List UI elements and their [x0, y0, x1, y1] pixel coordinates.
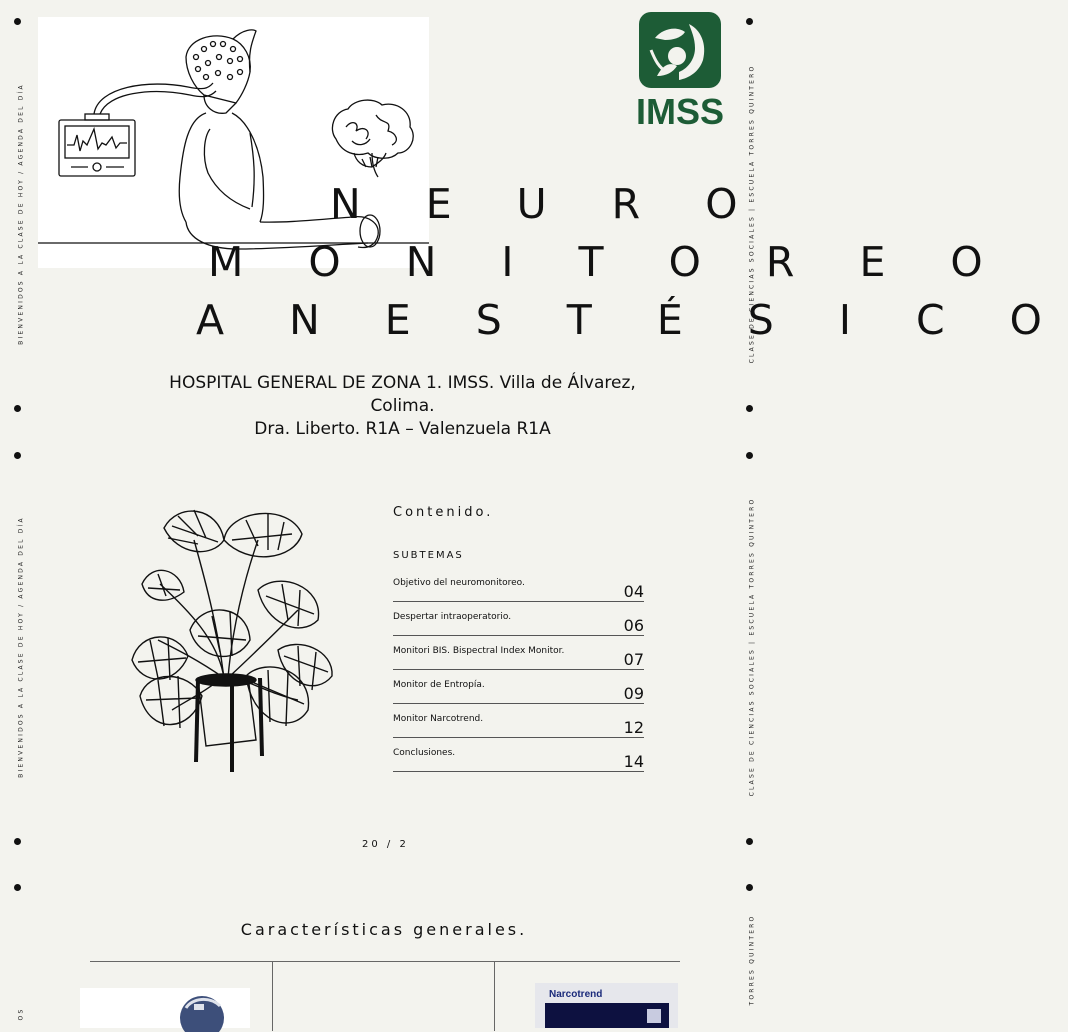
page-indicator: 20 / 2: [362, 839, 409, 850]
toc-item-objetivo[interactable]: [393, 568, 644, 602]
monstera-plant-illustration: [128, 500, 338, 778]
side-text-left: BIENVENIDOS A LA CLASE DE HOY / AGENDA DEL DÍA: [17, 83, 25, 345]
toc-item-conclusiones[interactable]: [393, 738, 644, 772]
toc-item-page: 04: [623, 582, 644, 601]
toc-item-narcotrend[interactable]: [393, 704, 644, 738]
narcotrend-brand-label: Narcotrend: [549, 989, 603, 1000]
corner-dot: [14, 838, 21, 845]
title-line-2: M O N I T O R E O: [208, 238, 1009, 286]
toc-item-entropia[interactable]: [393, 670, 644, 704]
corner-dot: [746, 18, 753, 25]
corner-dot: [14, 18, 21, 25]
toc-item-label: Monitor de Entropía.: [393, 680, 485, 690]
characteristics-heading: Características generales.: [240, 920, 528, 939]
title-line-1: N E U R O: [330, 180, 764, 228]
side-text-right: CLASE DE CIENCIAS SOCIALES | ESCUELA TORRES QUINTERO: [748, 64, 756, 364]
hospital-info: [100, 372, 705, 439]
column-divider: [272, 961, 273, 1031]
toc-item-label: Despertar intraoperatorio.: [393, 612, 512, 622]
toc-item-despertar[interactable]: [393, 602, 644, 636]
corner-dot: [14, 452, 21, 459]
subtopics-label: SUBTEMAS: [393, 550, 464, 561]
corner-dot: [14, 884, 21, 891]
toc-item-label: Monitori BIS. Bispectral Index Monitor.: [393, 646, 565, 656]
hospital-line-2: Colima.: [370, 396, 435, 416]
imss-logo-text: IMSS: [635, 91, 725, 132]
imss-logo: [633, 10, 727, 132]
toc-item-bis[interactable]: [393, 636, 644, 670]
corner-dot: [746, 884, 753, 891]
column-divider: [494, 961, 495, 1031]
title-line-3: A N E S T É S I C O: [196, 296, 1068, 344]
contents-heading: Contenido.: [393, 505, 494, 520]
corner-dot: [746, 405, 753, 412]
toc-item-page: 06: [623, 616, 644, 635]
side-text-right: CLASE DE CIENCIAS SOCIALES | ESCUELA TORRES QUINTERO: [748, 497, 756, 797]
toc-item-label: Objetivo del neuromonitoreo.: [393, 578, 525, 588]
toc-item-label: Monitor Narcotrend.: [393, 714, 484, 724]
side-text-right-partial: TORRES QUINTERO: [748, 914, 756, 1006]
side-text-left: BIENVENIDOS A LA CLASE DE HOY / AGENDA DEL DÍA: [17, 516, 25, 778]
table-top-divider: [90, 961, 680, 962]
toc-item-label: Conclusiones.: [393, 748, 456, 758]
toc-item-page: 09: [623, 684, 644, 703]
narcotrend-device-image: [535, 983, 678, 1028]
toc-item-page: 14: [623, 752, 644, 771]
hospital-line-3: Dra. Liberto. R1A – Valenzuela R1A: [254, 419, 551, 439]
corner-dot: [746, 452, 753, 459]
neuromonitor-illustration: [38, 17, 429, 268]
bis-sensor-image: [80, 988, 250, 1028]
toc-item-page: 12: [623, 718, 644, 737]
toc-item-page: 07: [623, 650, 644, 669]
side-text-left-partial: OS: [17, 1007, 25, 1021]
corner-dot: [746, 838, 753, 845]
corner-dot: [14, 405, 21, 412]
hospital-line-1: HOSPITAL GENERAL DE ZONA 1. IMSS. Villa de Álvarez,: [169, 373, 636, 393]
